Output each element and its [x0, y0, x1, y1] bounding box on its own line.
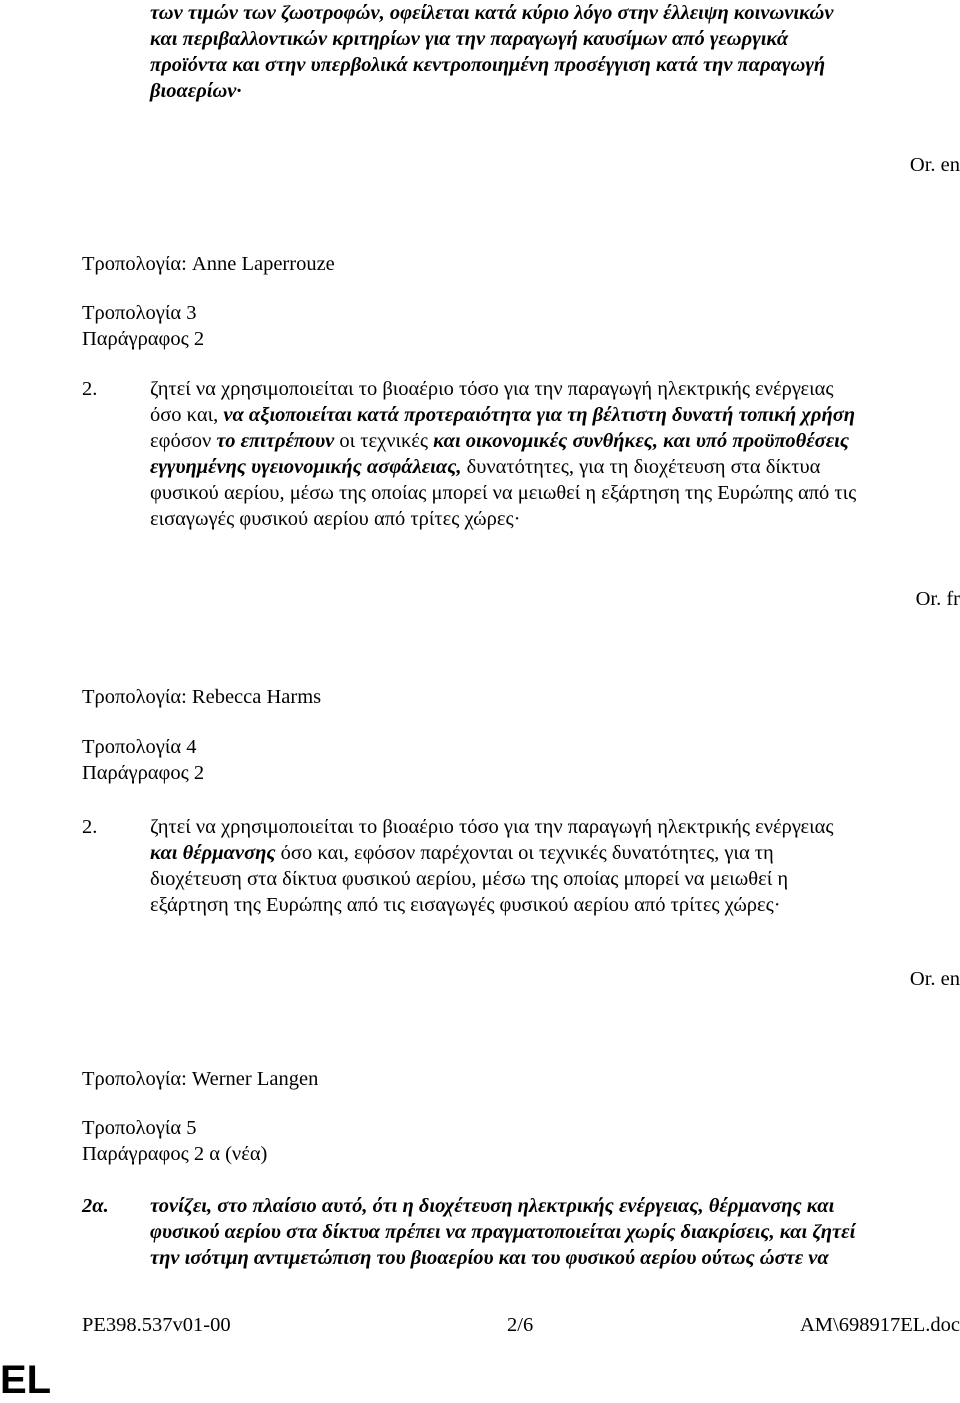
footer-page-number: 2/6: [507, 1314, 534, 1336]
amendment-number: Τροπολογία 5: [82, 1117, 197, 1139]
footer-file-name: AM\698917EL.doc: [800, 1314, 960, 1336]
text-run: εξάρτηση της Ευρώπης από τις εισαγωγές φυσικού αερίου από τρίτες χώρες·: [150, 894, 781, 916]
text-line: [150, 1245, 960, 1271]
original-language-tag: Or. fr: [915, 588, 960, 610]
amendment-number: Τροπολογία 4: [82, 736, 197, 758]
amendment-text: [150, 814, 960, 918]
paragraph-number: 2α.: [82, 1195, 109, 1217]
text-line: [150, 1219, 960, 1245]
amendment-author: Τροπολογία: Werner Langen: [82, 1068, 319, 1090]
text-run-bold-italic: φυσικού αερίου στα δίκτυα πρέπει να πραγματοποιείται χωρίς διακρίσεις, και ζητεί: [150, 1221, 856, 1243]
text-run-bold-italic: τονίζει, στο πλαίσιο αυτό, ότι η διοχέτευση ηλεκτρικής ενέργειας, θέρμανσης και: [150, 1195, 835, 1217]
text-run: δυνατότητες, για τη διοχέτευση στα δίκτυα: [461, 456, 821, 478]
text-line: [150, 376, 960, 402]
text-line: [150, 454, 960, 480]
text-line: [150, 506, 960, 532]
amendment-paragraph: Παράγραφος 2: [82, 762, 205, 784]
footer-doc-ref: PE398.537v01-00: [82, 1314, 231, 1336]
intro-line: των τιμών των ζωοτροφών, οφείλεται κατά κύριο λόγο στην έλλειψη κοινωνικών: [150, 2, 834, 24]
amendment-author: Τροπολογία: Anne Laperrouze: [82, 253, 335, 275]
text-line: [150, 866, 960, 892]
original-language-tag: Or. en: [909, 154, 960, 176]
amendment-text: [150, 1193, 960, 1271]
text-run: ζητεί να χρησιμοποιείται το βιοαέριο τόσο για την παραγωγή ηλεκτρικής ενέργειας: [150, 816, 834, 838]
paragraph-number: 2.: [82, 816, 98, 838]
intro-paragraph: [150, 0, 960, 104]
amendment-author: Τροπολογία: Rebecca Harms: [82, 686, 322, 708]
language-code: EL: [0, 1358, 52, 1402]
text-run-bold-italic: εγγυημένης υγειονομικής ασφάλειας,: [150, 456, 462, 478]
text-run-bold-italic: το επιτρέπουν: [216, 430, 335, 452]
amendment-paragraph: Παράγραφος 2 α (νέα): [82, 1143, 268, 1165]
text-run: εισαγωγές φυσικού αερίου από τρίτες χώρες·: [150, 508, 521, 530]
amendment-text: [150, 376, 960, 532]
text-line: [150, 814, 960, 840]
text-run: φυσικού αερίου, μέσω της οποίας μπορεί να μειωθεί η εξάρτηση της Ευρώπης από τις: [150, 482, 857, 504]
text-line: [150, 402, 960, 428]
text-run: όσο και,: [150, 404, 224, 426]
text-run: ζητεί να χρησιμοποιείται το βιοαέριο τόσο για την παραγωγή ηλεκτρικής ενέργειας: [150, 378, 834, 400]
text-run: οι τεχνικές: [334, 430, 434, 452]
intro-line: βιοαερίων·: [150, 80, 242, 102]
text-line: [150, 1193, 960, 1219]
intro-line: προϊόντα και στην υπερβολικά κεντροποιημένη προσέγγιση κατά την παραγωγή: [150, 54, 826, 76]
text-run-bold-italic: την ισότιμη αντιμετώπιση του βιοαερίου και του φυσικού αερίου ούτως ώστε να: [150, 1247, 829, 1269]
intro-line: και περιβαλλοντικών κριτηρίων για την παραγωγή καυσίμων από γεωργικά: [150, 28, 789, 50]
amendment-number: Τροπολογία 3: [82, 302, 197, 324]
text-line: [150, 840, 960, 866]
amendment-paragraph: Παράγραφος 2: [82, 328, 205, 350]
text-run: όσο και, εφόσον παρέχονται οι τεχνικές δυνατότητες, για τη: [275, 842, 774, 864]
text-run: διοχέτευση στα δίκτυα φυσικού αερίου, μέσω της οποίας μπορεί να μειωθεί η: [150, 868, 789, 890]
text-run-bold-italic: και θέρμανσης: [150, 842, 276, 864]
text-line: [150, 892, 960, 918]
text-line: [150, 480, 960, 506]
text-run-bold-italic: και οικονομικές συνθήκες, και υπό προϋποθέσεις: [433, 430, 849, 452]
original-language-tag: Or. en: [909, 968, 960, 990]
text-run-bold-italic: να αξιοποιείται κατά προτεραιότητα για τη βέλτιστη δυνατή τοπική χρήση: [223, 404, 855, 426]
paragraph-number: 2.: [82, 378, 98, 400]
text-line: [150, 428, 960, 454]
text-run: εφόσον: [150, 430, 217, 452]
